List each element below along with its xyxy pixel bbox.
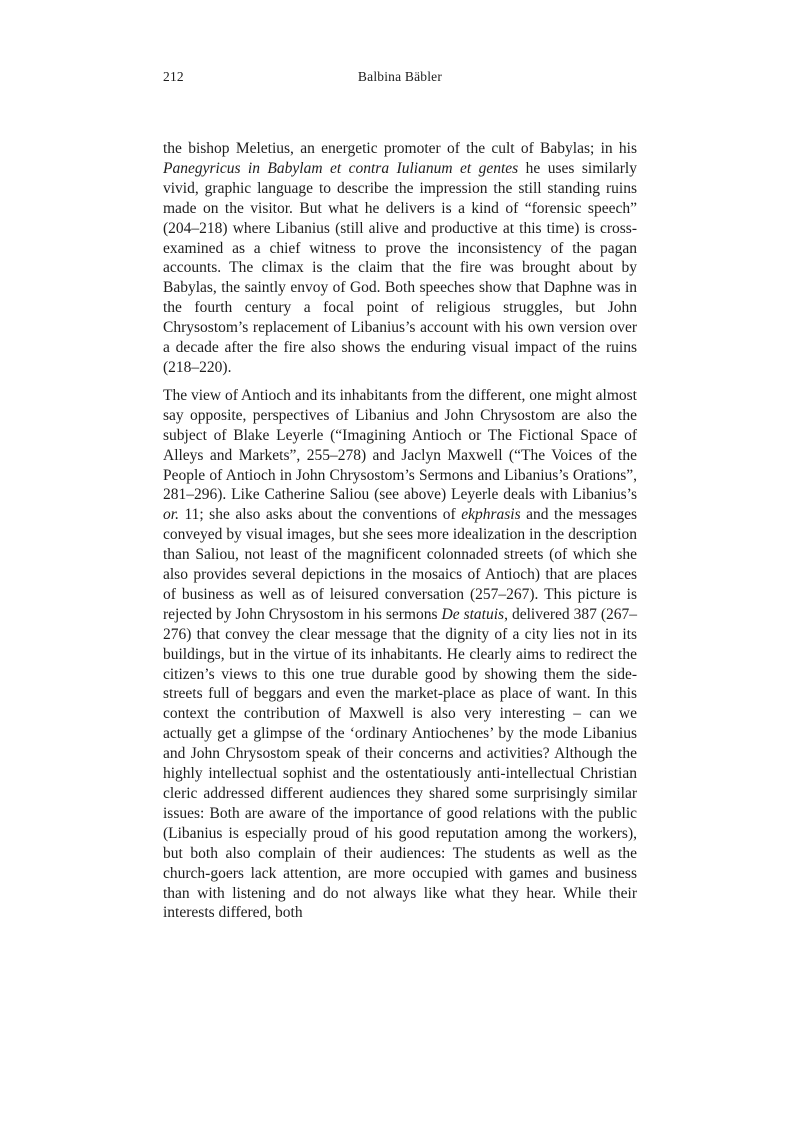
italic-text-run: or.: [163, 506, 179, 524]
italic-text-run: De statuis: [441, 605, 505, 623]
page-number: 212: [163, 69, 184, 84]
italic-text-run: Panegyricus in Babylam et contra Iulianum et gentes: [163, 159, 519, 177]
page-header: [163, 69, 637, 85]
text-run: and the messages conveyed by visual images, but she sees more idealization in the description than Saliou, not least of the magnificent colonnaded streets (of which she also provides several depictions in the mosaics of Antioch) that are places of business as well as of leisured conversation (257–267). This picture is rejected by John Chrysostom in his sermons: [163, 506, 638, 623]
text-run: 11; she also asks about the conventions of: [178, 506, 462, 524]
text-run: , delivered 387 (267–276) that convey the clear message that the dignity of a city lies not in its buildings, but in the virtue of its inhabitants. He clearly aims to redirect the citizen’s views to this one true durable good by showing them the side-streets full of beggars and even the market-place as place of want. In this context the contribution of Maxwell is also very interesting – can we actually get a glimpse of the ‘ordinary Antiochenes’ by the mode Libanius and John Chrysostom speak of their concerns and activities? Although the highly intellectual sophist and the ostentatiously anti-intellectual Christian cleric addressed different audiences they shared some surprisingly similar issues: Both are aware of the importance of good relations with the public (Libanius is especially proud of his good reputation among the workers), but both also complain of their audiences: The students as well as the church-goers lack attention, are more occupied with games and business than with listening and do not always like what they hear. While their interests differed, both: [163, 605, 638, 922]
paragraph: [163, 386, 637, 923]
text-run: he uses similarly vivid, graphic language to describe the impression the still standing ruins made on the visitor. But what he delivers is a kind of “forensic speech” (204–218) where Libanius (still alive and productive at this time) is cross-examined as a chief witness to prove the inconsistency of the pagan accounts. The climax is the claim that the fire was brought about by Babylas, the saintly envoy of God. Both speeches show that Daphne was in the fourth century a focal point of religious struggles, but John Chrysostom’s replacement of Libanius’s account with his own version over a decade after the fire also shows the enduring visual impact of the ruins (218–220).: [163, 159, 637, 376]
paragraph: [163, 139, 637, 378]
italic-text-run: ekphrasis: [461, 506, 521, 524]
text-run: the bishop Meletius, an energetic promoter of the cult of Babylas; in his: [163, 140, 637, 157]
running-head: Balbina Bäbler: [357, 69, 443, 84]
page-body: [163, 139, 637, 931]
text-run: The view of Antioch and its inhabitants from the different, one might almost say opposite, perspectives of Libanius and John Chrysostom are also the subject of Blake Leyerle (“Imagining Antioch or The Fictional Space of Alleys and Markets”, 255–278) and Jaclyn Maxwell (“The Voices of the People of Antioch in John Chrysostom’s Sermons and Libanius’s Orations”, 281–296). Like Catherine Saliou (see above) Leyerle deals with Libanius’s: [163, 386, 637, 504]
